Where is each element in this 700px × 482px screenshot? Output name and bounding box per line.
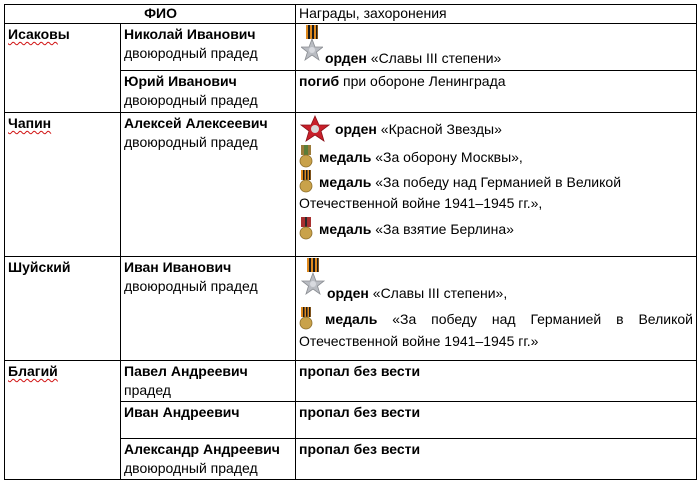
table-row bbox=[5, 257, 697, 361]
awards-cell bbox=[296, 71, 697, 113]
header-awards-col bbox=[296, 5, 697, 24]
award-line bbox=[299, 170, 693, 194]
person-cell bbox=[121, 113, 296, 257]
note-bold: пропал без вести bbox=[299, 441, 421, 457]
awards-cell bbox=[296, 361, 697, 402]
surname: Благий bbox=[8, 363, 58, 379]
person-name: Александр Андреевич bbox=[124, 441, 280, 457]
surname-cell bbox=[5, 113, 121, 257]
award-name-cont: Отечественной войне 1941–1945 гг.», bbox=[299, 195, 543, 211]
award-type: медаль bbox=[319, 173, 372, 190]
award-name: «За оборону Москвы», bbox=[371, 148, 523, 165]
note-text: при обороне Ленинграда bbox=[339, 73, 506, 89]
note-bold: пропал без вести bbox=[299, 404, 421, 420]
awards-cell bbox=[296, 257, 697, 361]
genealogy-table bbox=[4, 4, 697, 480]
person-cell bbox=[121, 71, 296, 113]
header-awards-label: Награды, захоронения bbox=[299, 5, 447, 21]
person-relation: двоюродный прадед bbox=[124, 92, 258, 108]
award-name: «За победу над Германией в Великой bbox=[371, 173, 622, 190]
person-relation: двоюродный прадед bbox=[124, 278, 258, 294]
header-row bbox=[5, 5, 697, 24]
person-cell bbox=[121, 257, 296, 361]
order-of-glory-icon bbox=[301, 25, 323, 67]
surname: Исаков bbox=[8, 26, 58, 42]
order-of-glory-icon bbox=[301, 258, 325, 302]
award-name: «Красной Звезды» bbox=[376, 120, 502, 137]
award-line bbox=[299, 258, 693, 306]
person-name: Юрий Иванович bbox=[124, 73, 237, 89]
award-type: медаль bbox=[325, 310, 378, 327]
person-cell bbox=[121, 402, 296, 439]
person-name: Николай Иванович bbox=[124, 26, 256, 42]
surname-cell bbox=[5, 24, 121, 113]
medal-victory-icon bbox=[299, 170, 313, 194]
red-star-icon bbox=[299, 115, 331, 143]
surname-cell bbox=[5, 257, 121, 361]
note-bold: пропал без вести bbox=[299, 363, 421, 379]
awards-cell bbox=[296, 113, 697, 257]
award-name: «Славы III степени», bbox=[368, 285, 508, 301]
award-line bbox=[299, 216, 693, 242]
award-type: медаль bbox=[319, 220, 372, 237]
person-relation: прадед bbox=[124, 382, 171, 398]
award-type: орден bbox=[335, 120, 377, 137]
award-name-cont: Отечественной войне 1941–1945 гг.» bbox=[299, 333, 539, 349]
award-type: орден bbox=[325, 50, 367, 66]
person-cell bbox=[121, 361, 296, 402]
awards-cell bbox=[296, 402, 697, 439]
person-relation: двоюродный прадед bbox=[124, 460, 258, 476]
person-name: Алексей Алексеевич bbox=[124, 115, 268, 131]
table-row bbox=[5, 361, 697, 402]
person-cell bbox=[121, 24, 296, 71]
award-line bbox=[299, 114, 693, 144]
table-row bbox=[5, 24, 697, 71]
person-name: Павел Андреевич bbox=[124, 363, 248, 379]
person-relation: двоюродный прадед bbox=[124, 134, 258, 150]
award-name: «За взятие Берлина» bbox=[371, 220, 514, 237]
medal-berlin-icon bbox=[299, 217, 313, 241]
header-name-label: ФИО bbox=[144, 5, 177, 21]
award-type: медаль bbox=[319, 148, 372, 165]
person-relation: двоюродный прадед bbox=[124, 45, 258, 61]
surname-cell bbox=[5, 361, 121, 480]
medal-victory-icon bbox=[299, 307, 313, 331]
medal-moscow-icon bbox=[299, 145, 313, 169]
person-cell bbox=[121, 439, 296, 480]
header-name-col bbox=[5, 5, 296, 24]
person-name: Иван Андреевич bbox=[124, 404, 240, 420]
award-line bbox=[299, 306, 693, 332]
table-row bbox=[5, 113, 697, 257]
award-line bbox=[299, 144, 693, 170]
surname: Шуйский bbox=[8, 259, 71, 275]
surname: Чапин bbox=[8, 115, 52, 131]
award-name: «За победу над Германией в Великой bbox=[377, 310, 693, 327]
award-type: орден bbox=[327, 285, 369, 301]
note-bold: погиб bbox=[299, 73, 340, 89]
surname-suffix: ы bbox=[57, 26, 70, 42]
awards-cell bbox=[296, 24, 697, 71]
award-name: «Славы III степени» bbox=[366, 50, 502, 66]
person-name: Иван Иванович bbox=[124, 259, 232, 275]
awards-cell bbox=[296, 439, 697, 480]
